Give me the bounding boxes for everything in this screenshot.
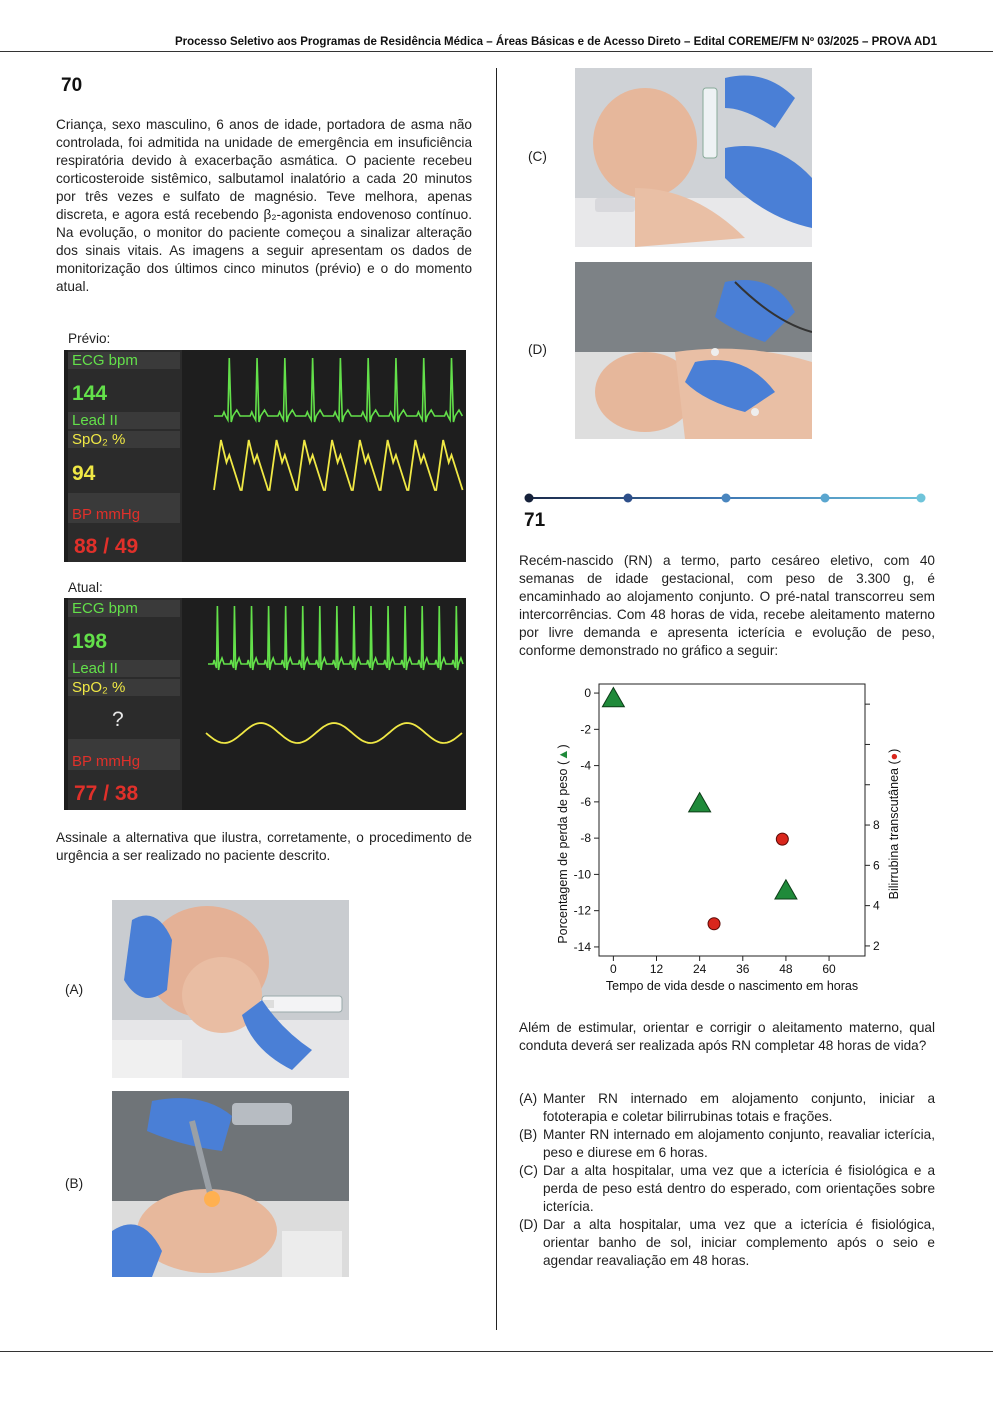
timeline-dot bbox=[821, 494, 830, 503]
option-a[interactable] bbox=[519, 1090, 935, 1126]
bp-value: 88 / 49 bbox=[74, 535, 139, 558]
bp-value: 77 / 38 bbox=[74, 782, 139, 805]
ecg-waveform bbox=[214, 358, 462, 422]
x-tick-label: 12 bbox=[649, 962, 664, 976]
x-tick-label: 0 bbox=[610, 962, 617, 976]
pleth-waveform bbox=[214, 440, 463, 490]
ecg-label: ECG bpm bbox=[68, 600, 180, 617]
question-70-prompt: Assinale a alternativa que ilustra, corretamente, o procedimento de urgência a ser realizado no paciente descrito. bbox=[56, 830, 472, 863]
y-left-axis-label bbox=[556, 744, 570, 943]
question-71-prompt: Além de estimular, orientar e corrigir o aleitamento materno, qual conduta deverá ser realizada após RN completar 48 horas de vida? bbox=[519, 1020, 935, 1053]
ecg-value: 198 bbox=[72, 630, 108, 653]
spacer-row bbox=[68, 739, 180, 753]
x-tick-label: 60 bbox=[822, 962, 836, 976]
y-left-tick-label: -12 bbox=[573, 903, 591, 918]
y-left-tick-label: -4 bbox=[580, 758, 591, 773]
monitor-now-caption: Atual: bbox=[68, 580, 103, 595]
option-c-letter: (C) bbox=[519, 1163, 538, 1178]
timeline-dot bbox=[917, 494, 926, 503]
option-b[interactable] bbox=[519, 1126, 935, 1162]
x-tick-label: 24 bbox=[692, 962, 707, 976]
column-divider bbox=[496, 68, 497, 1330]
option-a-letter: (A) bbox=[65, 982, 84, 997]
y-right-tick-label: 6 bbox=[873, 858, 880, 873]
y-right-axis-label bbox=[887, 749, 901, 900]
option-c-letter: (C) bbox=[528, 149, 547, 164]
y-left-label-text: Porcentagem de perda de peso ( bbox=[556, 760, 570, 944]
option-c-text: Dar a alta hospitalar, uma vez que a icterícia é fisiológica e a perda de peso está dentro do esperado, com orientações sobre icterícia. bbox=[543, 1163, 935, 1214]
x-axis-ticks bbox=[610, 956, 836, 976]
bilirubin-point bbox=[708, 918, 720, 930]
weight-bilirubin-chart bbox=[548, 676, 918, 996]
lead-label: Lead II bbox=[68, 660, 180, 677]
option-a-photo bbox=[112, 900, 349, 1078]
question-71-number: 71 bbox=[524, 510, 546, 531]
spo2-label: SpO₂ % bbox=[68, 431, 180, 448]
y-right-tick-label: 2 bbox=[873, 938, 880, 953]
exam-title: Processo Seletivo aos Programas de Residência Médica – Áreas Básicas e de Acesso Direto – Edital COREME/FM Nº 03/2025 – PROVA AD1 bbox=[174, 36, 937, 48]
question-71-options bbox=[519, 1090, 935, 1270]
waveforms-previous bbox=[210, 350, 466, 562]
y-left-tick-label: -2 bbox=[580, 722, 591, 737]
option-b-letter: (B) bbox=[65, 1176, 84, 1191]
section-timeline bbox=[524, 491, 926, 505]
svg-text:Porcentagem de perda de peso (: Porcentagem de perda de peso (▲) bbox=[556, 744, 570, 944]
question-71-stem: Recém-nascido (RN) a termo, parto cesáreo eletivo, com 40 semanas de idade gestacional, com peso de 3.300 g, é encaminhado ao alojamento conjunto. O pré-natal transcorreu sem intercorrências. Com 48 horas de vida, recebe aleitamento materno por livre demanda e apresenta icterícia e evolução de peso, conforme demonstrado no gráfico a seguir: bbox=[519, 553, 935, 658]
monitor-prev-caption: Prévio: bbox=[68, 331, 111, 346]
waveforms-current bbox=[204, 598, 466, 810]
option-b-text: Manter RN internado em alojamento conjunto, reavaliar icterícia, peso e diurese em 6 horas. bbox=[543, 1127, 935, 1160]
monitor-current bbox=[64, 598, 466, 810]
y-right-label-text: Bilirrubina transcutânea ( bbox=[887, 760, 901, 900]
y-right-tick-label: 8 bbox=[873, 818, 880, 833]
spo2-value: ? bbox=[112, 708, 124, 731]
lead-label: Lead II bbox=[68, 412, 180, 429]
x-tick-label: 48 bbox=[779, 962, 793, 976]
ecg-label: ECG bpm bbox=[68, 352, 180, 369]
question-70-number: 70 bbox=[61, 75, 83, 96]
plot-frame bbox=[599, 684, 865, 956]
timeline-dot bbox=[624, 494, 633, 503]
bilirubin-point bbox=[776, 833, 788, 845]
pleth-waveform bbox=[206, 723, 462, 743]
question-70-stem: Criança, sexo masculino, 6 anos de idade, portadora de asma não controlada, foi admitida na unidade de emergência em insuficiência respiratória devido à exacerbação asmática. O paciente recebeu corticosteroide sistêmico, salbutamol inalatório a cada 20 minutos por três vezes e sulfato de magnésio. Teve melhora, apenas discreta, e agora está recebendo β₂-agonista endovenoso contínuo. Na evolução, o monitor do paciente começou a sinalizar alteração dos sinais vitais. As imagens a seguir apresentam os dados de monitorização dos últimos cinco minutos (prévio) e o do momento atual. bbox=[56, 117, 472, 294]
option-d-letter: (D) bbox=[519, 1217, 538, 1232]
y-left-tick-label: -6 bbox=[580, 794, 591, 809]
option-d[interactable] bbox=[519, 1216, 935, 1270]
y-left-axis-ticks bbox=[574, 686, 599, 954]
circle-legend-glyph: ● bbox=[887, 752, 901, 761]
timeline-dot bbox=[525, 494, 534, 503]
option-c[interactable] bbox=[519, 1162, 935, 1216]
triangle-legend-glyph: ▲ bbox=[556, 748, 570, 761]
spo2-value: 94 bbox=[72, 462, 96, 485]
bp-label: BP mmHg bbox=[68, 506, 180, 523]
y-left-tick-label: 0 bbox=[584, 686, 591, 701]
timeline-dot bbox=[722, 494, 731, 503]
option-d-text: Dar a alta hospitalar, uma vez que a icterícia é fisiológica, orientar banho de sol, iniciar complemento após o seio e agendar reavaliação em 48 horas. bbox=[543, 1217, 935, 1268]
y-right-tick-label: 4 bbox=[873, 898, 880, 913]
option-d-photo bbox=[575, 262, 812, 439]
page-header bbox=[0, 0, 993, 52]
y-left-tick-label: -14 bbox=[573, 939, 591, 954]
spo2-label: SpO₂ % bbox=[68, 679, 180, 696]
bp-label: BP mmHg bbox=[68, 753, 180, 770]
option-a-letter: (A) bbox=[519, 1091, 538, 1106]
spacer-row bbox=[68, 493, 180, 507]
footer-line bbox=[0, 1351, 993, 1352]
ecg-waveform bbox=[208, 606, 463, 670]
option-d-letter: (D) bbox=[528, 342, 547, 357]
x-axis-label: Tempo de vida desde o nascimento em horas bbox=[605, 979, 859, 993]
x-tick-label: 36 bbox=[736, 962, 750, 976]
y-right-axis-ticks bbox=[865, 704, 880, 953]
y-left-tick-label: -10 bbox=[573, 867, 591, 882]
ecg-value: 144 bbox=[72, 382, 108, 405]
option-b-photo bbox=[112, 1091, 349, 1277]
option-a-text: Manter RN internado em alojamento conjunto, iniciar a fototerapia e coletar bilirrubinas totais e frações. bbox=[543, 1091, 935, 1124]
option-c-photo bbox=[575, 68, 812, 247]
option-b-letter: (B) bbox=[519, 1127, 538, 1142]
svg-text:Bilirrubina transcutânea (●): Bilirrubina transcutânea (●) bbox=[887, 748, 901, 900]
monitor-previous bbox=[64, 350, 466, 562]
y-left-tick-label: -8 bbox=[580, 831, 591, 846]
